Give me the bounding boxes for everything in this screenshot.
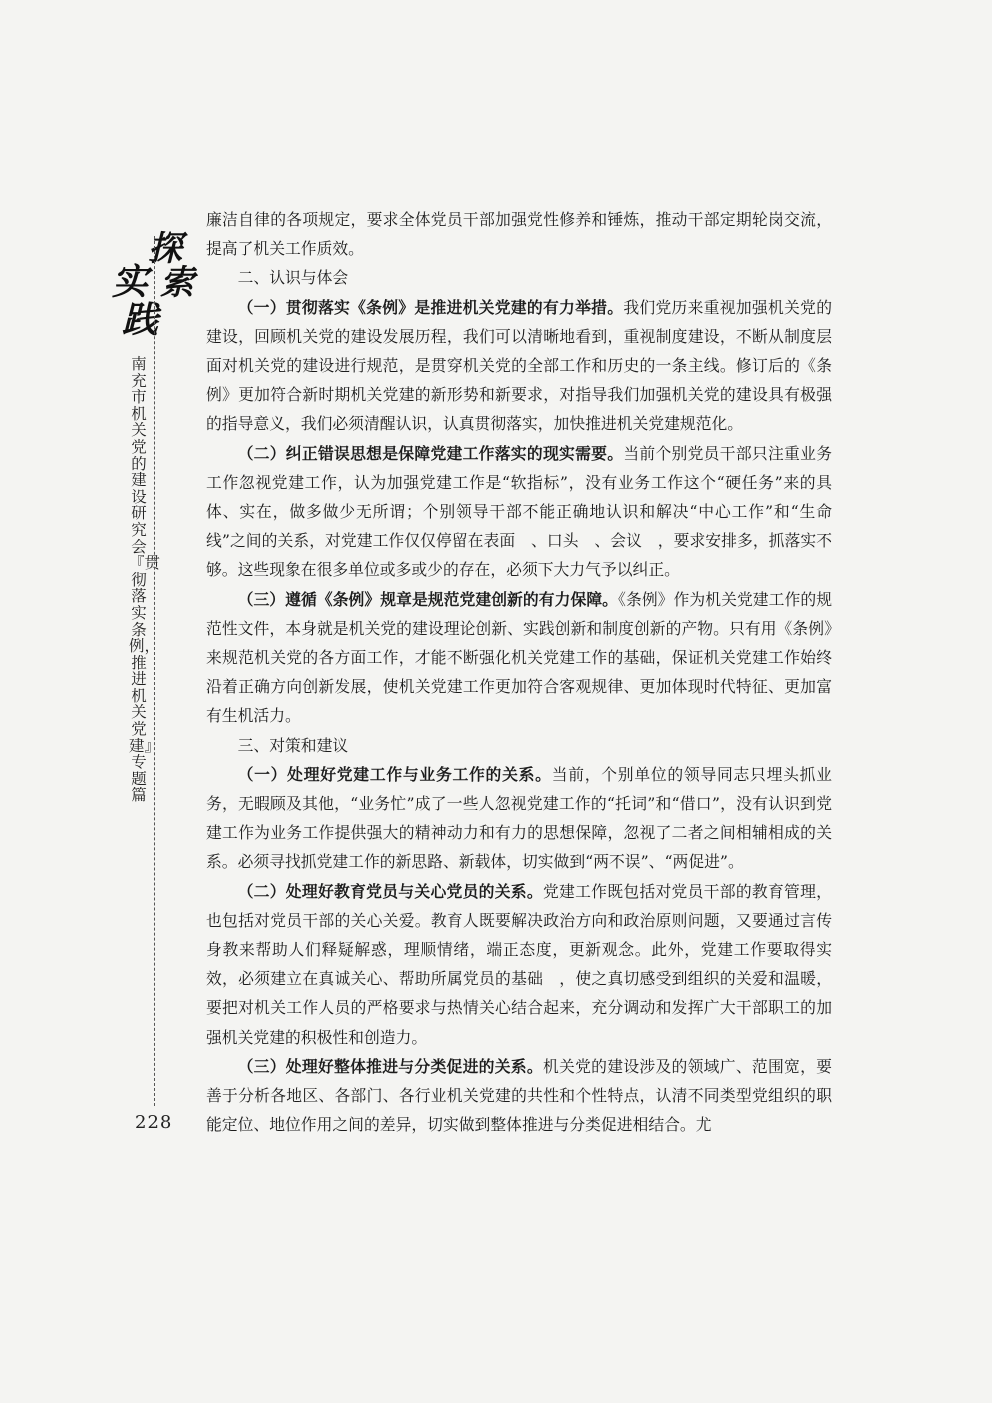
brand-char-3: 实 — [112, 261, 149, 303]
paragraph-text: 二、认识与体会 — [237, 268, 349, 288]
brand-char-1: 探 — [148, 229, 182, 269]
paragraph-text: 当前个别党员干部只注重业务工作忽视党建工作，认为加强党建工作是“软指标”，没有业务工作这个“硬任务”来的具体、实在，做多做少无所谓；个别领导干部不能正确地认识和解决“中心工作”和“生命线”之间的关系，对党建工作仅仅停留在表面 、口头 、会议 ，要求安排多，抓落实不够。这些现象在很多单位或多或少的存在，必须下大力气予以纠正。 — [206, 443, 832, 580]
paragraph-lead: （一）处理好党建工作与业务工作的关系。 — [237, 764, 552, 784]
series-brand-logo — [112, 229, 194, 342]
paragraph — [206, 1052, 832, 1140]
paragraph-lead: （二）纠正错误思想是保障党建工作落实的现实需要。 — [237, 443, 624, 463]
margin-dashed-rule — [154, 236, 155, 1106]
paragraph — [206, 263, 832, 292]
paragraph-text: 党建工作既包括对党员干部的教育管理，也包括对党员干部的关心关爱。教育人既要解决政治方向和政治原则问题，又要通过言传身教来帮助人们释疑解惑，理顺情绪，端正态度，更新观念。此外，党建工作要取得实效，必须建立在真诚关心、帮助所属党员的基础 ，使之真切感受到组织的关爱和温暖，要把对机关工作人员的严格要求与热情关心结合起来，充分调动和发挥广大干部职工的加强机关党建的积极性和创造力。 — [206, 881, 832, 1047]
paragraph — [206, 585, 832, 731]
series-title-vertical: 南充市机关党的建设研究会『贯彻落实条例，推进机关党建』专题篇 — [129, 355, 161, 805]
body-text — [206, 205, 832, 1140]
paragraph — [206, 877, 832, 1052]
paragraph-text: 三、对策和建议 — [237, 735, 349, 755]
paragraph-lead: （三）处理好整体推进与分类促进的关系。 — [237, 1056, 543, 1076]
paragraph — [206, 731, 832, 760]
paragraph — [206, 760, 832, 877]
paragraph-lead: （一）贯彻落实《条例》是推进机关党建的有力举措。 — [237, 297, 624, 317]
paragraph-lead: （三）遵循《条例》规章是规范党建创新的有力保障。 — [237, 589, 619, 609]
paragraph-lead: （二）处理好教育党员与关心党员的关系。 — [237, 881, 543, 901]
paragraph-text: 《条例》作为机关党建工作的规范性文件，本身就是机关党的建设理论创新、实践创新和制度创新的产物。只有用《条例》来规范机关党的各方面工作，才能不断强化机关党建工作的基础，保证机关党建工作始终沿着正确方向创新发展，使机关党建工作更加符合客观规律、更加体现时代特征、更加富有生机活力。 — [206, 589, 832, 726]
brand-char-4: 践 — [122, 299, 159, 341]
paragraph — [206, 205, 832, 263]
page-number: 228 — [135, 1112, 173, 1133]
paragraph-text: 当前，个别单位的领导同志只埋头抓业务，无暇顾及其他，“业务忙”成了一些人忽视党建工作的“托词”和“借口”，没有认识到党建工作为业务工作提供强大的精神动力和有力的思想保障，忽视了二者之间相辅相成的关系。必须寻找抓党建工作的新思路、新载体，切实做到“两不误”、“两促进”。 — [206, 764, 832, 872]
paragraph-text: 廉洁自律的各项规定，要求全体党员干部加强党性修养和锤炼，推动干部定期轮岗交流，提高了机关工作质效。 — [206, 210, 832, 259]
paragraph — [206, 439, 832, 585]
paragraph-text: 我们党历来重视加强机关党的建设，回顾机关党的建设发展历程，我们可以清晰地看到，重视制度建设，不断从制度层面对机关党的建设进行规范，是贯穿机关党的全部工作和历史的一条主线。修订后的《条例》更加符合新时期机关党建的新形势和新要求，对指导我们加强机关党的建设具有极强的指导意义，我们必须清醒认识，认真贯彻落实，加快推进机关党建规范化。 — [206, 297, 832, 434]
brand-char-2: 索 — [160, 263, 194, 303]
paragraph — [206, 293, 832, 439]
paragraph-text: 机关党的建设涉及的领域广、范围宽，要善于分析各地区、各部门、各行业机关党建的共性和个性特点，认清不同类型党组织的职能定位、地位作用之间的差异，切实做到整体推进与分类促进相结合。尤 — [206, 1056, 832, 1135]
